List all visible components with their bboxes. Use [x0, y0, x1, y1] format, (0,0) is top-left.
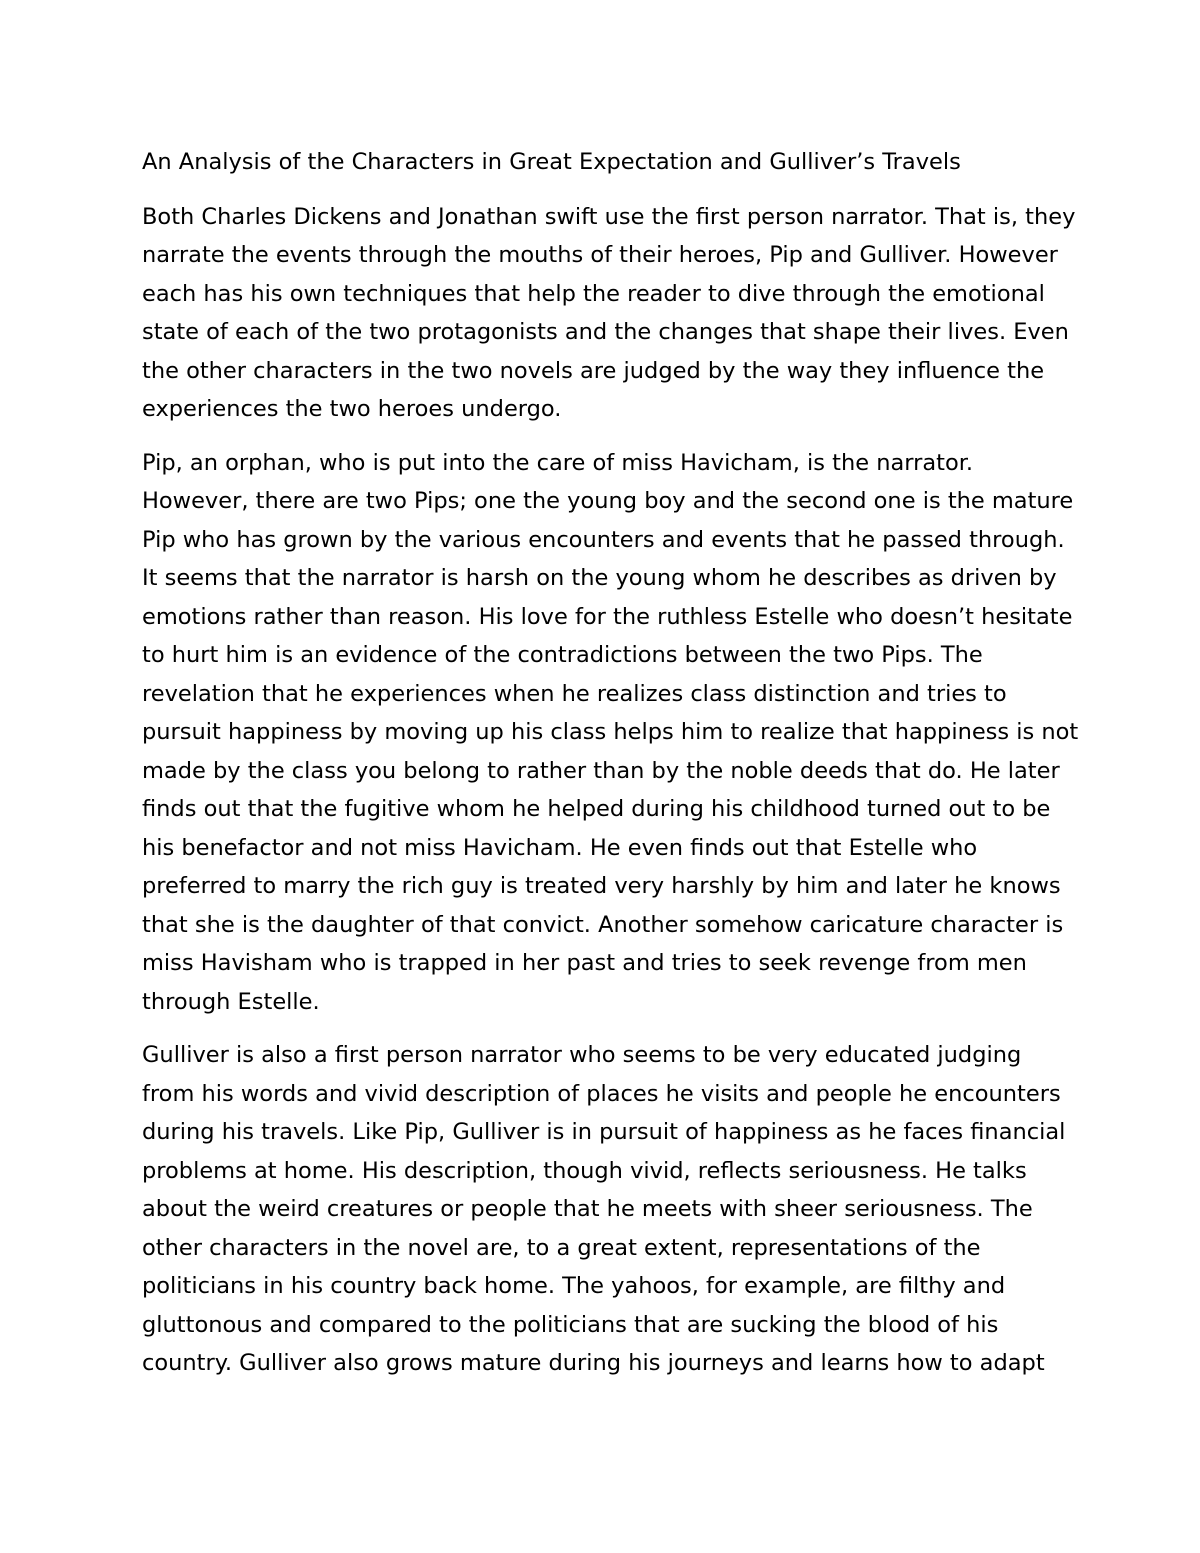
text-line: about the weird creatures or people that he meets with sheer seriousness. The [142, 1196, 1033, 1222]
text-line: revelation that he experiences when he realizes class distinction and tries to [142, 680, 1007, 707]
text-line: to hurt him is an evidence of the contradictions between the two Pips. The [142, 642, 983, 668]
text-line: pursuit happiness by moving up his class helps him to realize that happiness is not [142, 719, 1079, 745]
text-line: through Estelle. [142, 988, 320, 1015]
text-line: experiences the two heroes undergo. [142, 396, 562, 422]
text-line: each has his own techniques that help the reader to dive through the emotional [142, 280, 1045, 307]
text-line: the other characters in the two novels are judged by the way they influence the [142, 357, 1045, 384]
text-line: However, there are two Pips; one the young boy and the second one is the mature [142, 488, 1074, 514]
text-line: gluttonous and compared to the politicians that are sucking the blood of his [142, 1311, 999, 1338]
text-line: narrate the events through the mouths of their heroes, Pip and Gulliver. However [142, 242, 1058, 268]
text-line: country. Gulliver also grows mature during his journeys and learns how to adapt [142, 1350, 1045, 1376]
text-line: miss Havisham who is trapped in her past and tries to seek revenge from men [142, 950, 1027, 976]
text-line: during his travels. Like Pip, Gulliver is in pursuit of happiness as he faces financial [142, 1119, 1066, 1145]
text-line: Pip, an orphan, who is put into the care of miss Havicham, is the narrator. [142, 449, 974, 476]
text-line: Both Charles Dickens and Jonathan swift use the first person narrator. That is, they [142, 203, 1076, 230]
paragraph-2 [142, 444, 1079, 1022]
paragraph-1 [142, 198, 1076, 429]
text-line: made by the class you belong to rather than by the noble deeds that do. He later [142, 757, 1060, 784]
text-line: from his words and vivid description of places he visits and people he encounters [142, 1080, 1061, 1107]
paragraph-3 [142, 1036, 1067, 1383]
text-line: other characters in the novel are, to a great extent, representations of the [142, 1234, 981, 1261]
text-line: his benefactor and not miss Havicham. He even finds out that Estelle who [142, 834, 978, 861]
text-line: Gulliver is also a first person narrator who seems to be very educated judging [142, 1042, 1022, 1068]
text-line: Pip who has grown by the various encounters and events that he passed through. [142, 526, 1065, 553]
text-line: state of each of the two protagonists and the changes that shape their lives. Even [142, 319, 1069, 345]
text-line: It seems that the narrator is harsh on the young whom he describes as driven by [142, 565, 1057, 591]
text-line: politicians in his country back home. The yahoos, for example, are filthy and [142, 1273, 1006, 1299]
text-line: preferred to marry the rich guy is treated very harshly by him and later he knows [142, 873, 1061, 899]
text-line: that she is the daughter of that convict. Another somehow caricature character is [142, 911, 1064, 938]
text-line: problems at home. His description, though vivid, reflects seriousness. He talks [142, 1157, 1027, 1184]
text-line: emotions rather than reason. His love for the ruthless Estelle who doesn’t hesitate [142, 603, 1073, 630]
document-title: An Analysis of the Characters in Great Expectation and Gulliver’s Travels [142, 149, 961, 175]
document-body [142, 143, 1079, 1398]
text-line: finds out that the fugitive whom he helped during his childhood turned out to be [142, 796, 1051, 822]
